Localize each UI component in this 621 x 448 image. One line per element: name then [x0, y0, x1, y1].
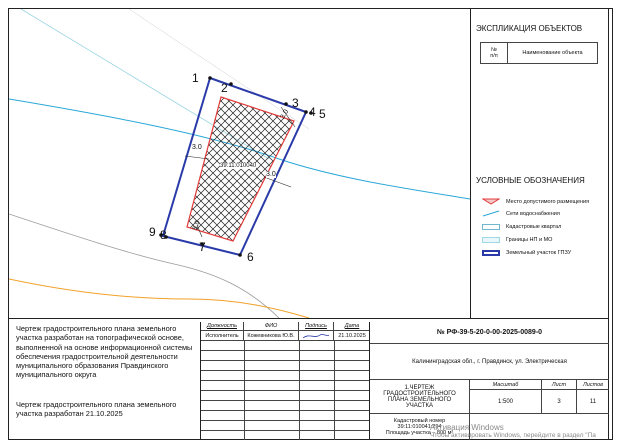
handwritten-signature — [301, 332, 331, 340]
sheet-label-cell — [542, 380, 577, 390]
parcel-label: 39:11:010040 — [220, 163, 257, 169]
scale-value: 1:500 — [497, 398, 513, 405]
sig-header-position-label: Должность — [206, 323, 237, 329]
address-cell — [370, 344, 609, 380]
point-label-6: 6 — [247, 250, 254, 264]
sig-signature — [299, 331, 334, 341]
sig-header-date — [334, 322, 370, 331]
sig-date-value: 21.10.2025 — [338, 332, 366, 339]
legend-item-water — [482, 210, 560, 217]
legend-label: Сети водоснабжения — [506, 210, 560, 217]
dim-label-top: 3.0 — [279, 108, 291, 121]
scale-value-cell — [470, 390, 542, 414]
plan-description: Чертеж градостроительного плана земельного участка разработан на топографической основе, выполненной на основе информационной системы обеспечения градостроительной деятельности муниципального образования Правдинского муниципального округа — [16, 324, 193, 380]
legend-item-parcel — [482, 250, 571, 256]
sig-header-sign — [299, 322, 334, 331]
buildable-zone — [187, 97, 294, 241]
sig-grid-col-1 — [244, 341, 245, 440]
point-label-5: 5 — [319, 107, 326, 121]
sig-grid-col-3 — [334, 341, 335, 440]
watermark-activation: Активация Windows — [430, 423, 504, 432]
parcel-swatch — [482, 250, 500, 256]
sheets-label: Листов — [582, 381, 604, 388]
sig-header-sign-label: Подпись — [305, 323, 327, 329]
sig-header-position — [201, 322, 244, 331]
address-text: Калининградская обл., г. Правдинск, ул. Электрическая — [412, 358, 567, 365]
sig-header-name — [244, 322, 299, 331]
point-label-3: 3 — [292, 96, 299, 110]
legend-label: Кадастровые квартал — [506, 224, 562, 230]
parcel-area: Площадь участка – 800 м² — [385, 430, 454, 436]
doc-number: № РФ-39-5-20-0-00-2025-0089-0 — [436, 329, 543, 336]
dim-label-bottom: 5.0 — [191, 219, 202, 232]
cadastral-swatch — [482, 224, 500, 230]
sheets-label-cell — [577, 380, 609, 390]
sheet-title-cell — [370, 380, 470, 414]
sheet-value: 3 — [557, 398, 561, 405]
legend-item-boundaries — [482, 237, 552, 243]
legend-label: Место допустимого размещения — [506, 198, 590, 205]
signature-table — [200, 322, 370, 440]
sheet-label: Лист — [551, 381, 567, 388]
explication-col-no-label: № п/п — [490, 47, 498, 59]
point-label-4: 4 — [309, 105, 316, 119]
right-panel-divider — [470, 8, 471, 318]
sig-position — [201, 331, 244, 341]
legend-item-allowed-zone — [482, 198, 589, 205]
boundaries-swatch — [482, 237, 500, 243]
sig-header-date-label: Дата — [344, 323, 360, 329]
dim-line-right — [264, 177, 291, 187]
legend-label: Земельный участок ГПЗУ — [506, 250, 572, 256]
sheet-value-cell — [542, 390, 577, 414]
point-label-7: 7 — [199, 240, 206, 254]
bottom-block-top-line — [8, 318, 608, 319]
scale-label-cell — [470, 380, 542, 390]
scale-label: Масштаб — [492, 381, 519, 388]
point-label-1: 1 — [192, 71, 199, 85]
plan-date-note: Чертеж градостроительного плана земельного участка разработан 21.10.2025 — [16, 400, 177, 419]
doc-number-cell — [370, 322, 609, 344]
sheets-value: 11 — [589, 398, 597, 405]
sheets-value-cell — [577, 390, 609, 414]
explication-col-name-label: Наименование объекта — [522, 50, 583, 56]
sig-position-value: Исполнитель — [205, 332, 239, 339]
point-label-2: 2 — [221, 81, 228, 95]
legend-label: Границы НП и МО — [506, 237, 553, 243]
explication-title: ЭКСПЛИКАЦИЯ ОБЪЕКТОВ — [476, 24, 583, 33]
sig-grid-rows — [201, 341, 370, 440]
legend-item-cadastral — [482, 224, 561, 230]
sig-name-value: Кожевникова Ю.В. — [247, 332, 295, 339]
watermark-instructions: Чтобы активировать Windows, перейдите в раздел "Па — [430, 432, 596, 439]
explication-col-name — [507, 42, 598, 64]
allowed-zone-swatch — [482, 198, 500, 205]
sheet-title: 1.ЧЕРТЕЖ ГРАДОСТРОИТЕЛЬНОГО ПЛАНА ЗЕМЕЛЬНОГО УЧАСТКА — [383, 384, 456, 409]
point-label-8: 8 — [160, 228, 167, 242]
legend-title: УСЛОВНЫЕ ОБОЗНАЧЕНИЯ — [476, 176, 585, 185]
sig-grid-col-2 — [299, 341, 300, 440]
orange-line — [9, 279, 309, 318]
sig-header-name-label: ФИО — [264, 323, 278, 329]
sig-date — [334, 331, 370, 341]
sig-name — [244, 331, 299, 341]
cadastral-number: Кадастровый номер 39:11:010041:294 — [393, 418, 446, 430]
point-label-9: 9 — [149, 225, 156, 239]
explication-col-no — [480, 42, 508, 64]
dim-label-right: 3.0 — [266, 171, 276, 178]
water-swatch — [482, 210, 500, 217]
dim-label-left: 3.0 — [192, 144, 202, 151]
